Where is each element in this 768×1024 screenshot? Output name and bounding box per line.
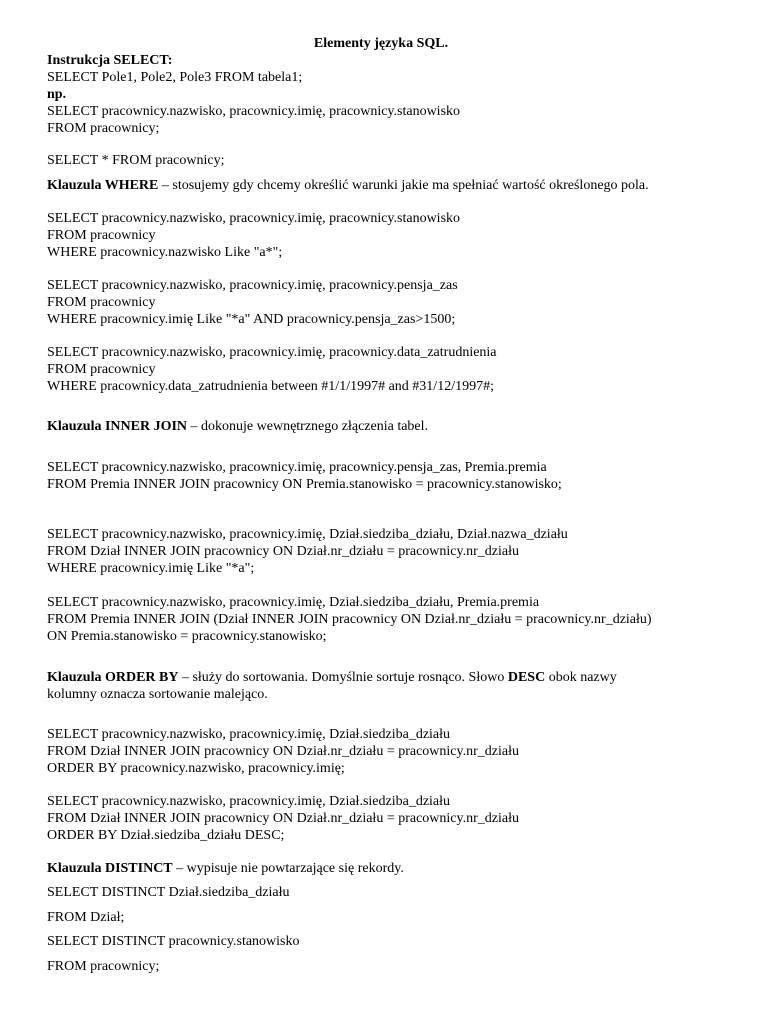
distinct-line: SELECT DISTINCT pracownicy.stanowisko <box>47 934 300 949</box>
desc-keyword: DESC <box>507 670 546 685</box>
where-heading: Klauzula WHERE <box>47 178 159 193</box>
inner-join-intro <box>47 418 428 435</box>
distinct-description: – wypisuje nie powtarzające się rekordy. <box>172 861 404 876</box>
inner-join-query3-line: ON Premia.stanowisko = pracownicy.stanowisko; <box>47 629 327 644</box>
order-by-description: – służy do sortowania. Domyślnie sortuje rosnąco. Słowo <box>178 670 508 685</box>
distinct-line: SELECT DISTINCT Dział.siedziba_działu <box>47 885 290 900</box>
where-query3-line: SELECT pracownicy.nazwisko, pracownicy.imię, pracownicy.data_zatrudnienia <box>47 345 497 360</box>
inner-join-query3-line: SELECT pracownicy.nazwisko, pracownicy.imię, Dział.siedziba_działu, Premia.premia <box>47 595 540 610</box>
order-by-query1-line: SELECT pracownicy.nazwisko, pracownicy.imię, Dział.siedziba_działu <box>47 727 451 742</box>
select-example-star: SELECT * FROM pracownicy; <box>47 153 225 168</box>
inner-join-query1-line: SELECT pracownicy.nazwisko, pracownicy.imię, pracownicy.pensja_zas, Premia.premia <box>47 460 547 475</box>
order-by-description-line2: kolumny oznacza sortowanie malejąco. <box>47 687 268 702</box>
select-example-line: FROM pracownicy; <box>47 121 160 136</box>
document-title: Elementy języka SQL. <box>313 36 449 51</box>
distinct-heading: Klauzula DISTINCT <box>47 861 173 876</box>
where-query2-line: FROM pracownicy <box>47 295 156 310</box>
inner-join-heading: Klauzula INNER JOIN <box>47 419 188 434</box>
order-by-heading: Klauzula ORDER BY <box>47 670 179 685</box>
inner-join-query3-line: FROM Premia INNER JOIN (Dział INNER JOIN pracownicy ON Dział.nr_działu = pracownicy.nr_działu) <box>47 612 652 627</box>
select-syntax: SELECT Pole1, Pole2, Pole3 FROM tabela1; <box>47 70 303 85</box>
inner-join-description: – dokonuje wewnętrznego złączenia tabel. <box>187 419 429 434</box>
order-by-query2-line: FROM Dział INNER JOIN pracownicy ON Dział.nr_działu = pracownicy.nr_działu <box>47 811 519 826</box>
distinct-line: FROM pracownicy; <box>47 959 160 974</box>
order-by-query2-line: ORDER BY Dział.siedziba_działu DESC; <box>47 828 285 843</box>
order-by-description-end: obok nazwy <box>545 670 617 685</box>
order-by-query1-line: FROM Dział INNER JOIN pracownicy ON Dział.nr_działu = pracownicy.nr_działu <box>47 744 519 759</box>
order-by-query1-line: ORDER BY pracownicy.nazwisko, pracownicy.imię; <box>47 761 345 776</box>
distinct-line: FROM Dział; <box>47 910 125 925</box>
where-query2-line: SELECT pracownicy.nazwisko, pracownicy.imię, pracownicy.pensja_zas <box>47 278 458 293</box>
select-heading: Instrukcja SELECT: <box>47 53 173 68</box>
order-by-query2-line: SELECT pracownicy.nazwisko, pracownicy.imię, Dział.siedziba_działu <box>47 794 451 809</box>
where-query3-line: FROM pracownicy <box>47 362 156 377</box>
example-label: np. <box>47 87 67 102</box>
order-by-intro <box>47 669 617 686</box>
inner-join-query2-line: FROM Dział INNER JOIN pracownicy ON Dział.nr_działu = pracownicy.nr_działu <box>47 544 519 559</box>
select-example-line: SELECT pracownicy.nazwisko, pracownicy.imię, pracownicy.stanowisko <box>47 104 461 119</box>
where-query1-line: FROM pracownicy <box>47 228 156 243</box>
where-query3-line: WHERE pracownicy.data_zatrudnienia between #1/1/1997# and #31/12/1997#; <box>47 379 494 394</box>
where-query1-line: SELECT pracownicy.nazwisko, pracownicy.imię, pracownicy.stanowisko <box>47 211 461 226</box>
where-query1-line: WHERE pracownicy.nazwisko Like "a*"; <box>47 245 283 260</box>
inner-join-query2-line: SELECT pracownicy.nazwisko, pracownicy.imię, Dział.siedziba_działu, Dział.nazwa_działu <box>47 527 568 542</box>
where-intro <box>47 177 649 194</box>
inner-join-query2-line: WHERE pracownicy.imię Like "*a"; <box>47 561 255 576</box>
where-description: – stosujemy gdy chcemy określić warunki jakie ma spełniać wartość określonego pola. <box>158 178 649 193</box>
inner-join-query1-line: FROM Premia INNER JOIN pracownicy ON Premia.stanowisko = pracownicy.stanowisko; <box>47 477 562 492</box>
distinct-intro <box>47 860 404 877</box>
where-query2-line: WHERE pracownicy.imię Like "*a" AND pracownicy.pensja_zas>1500; <box>47 312 456 327</box>
